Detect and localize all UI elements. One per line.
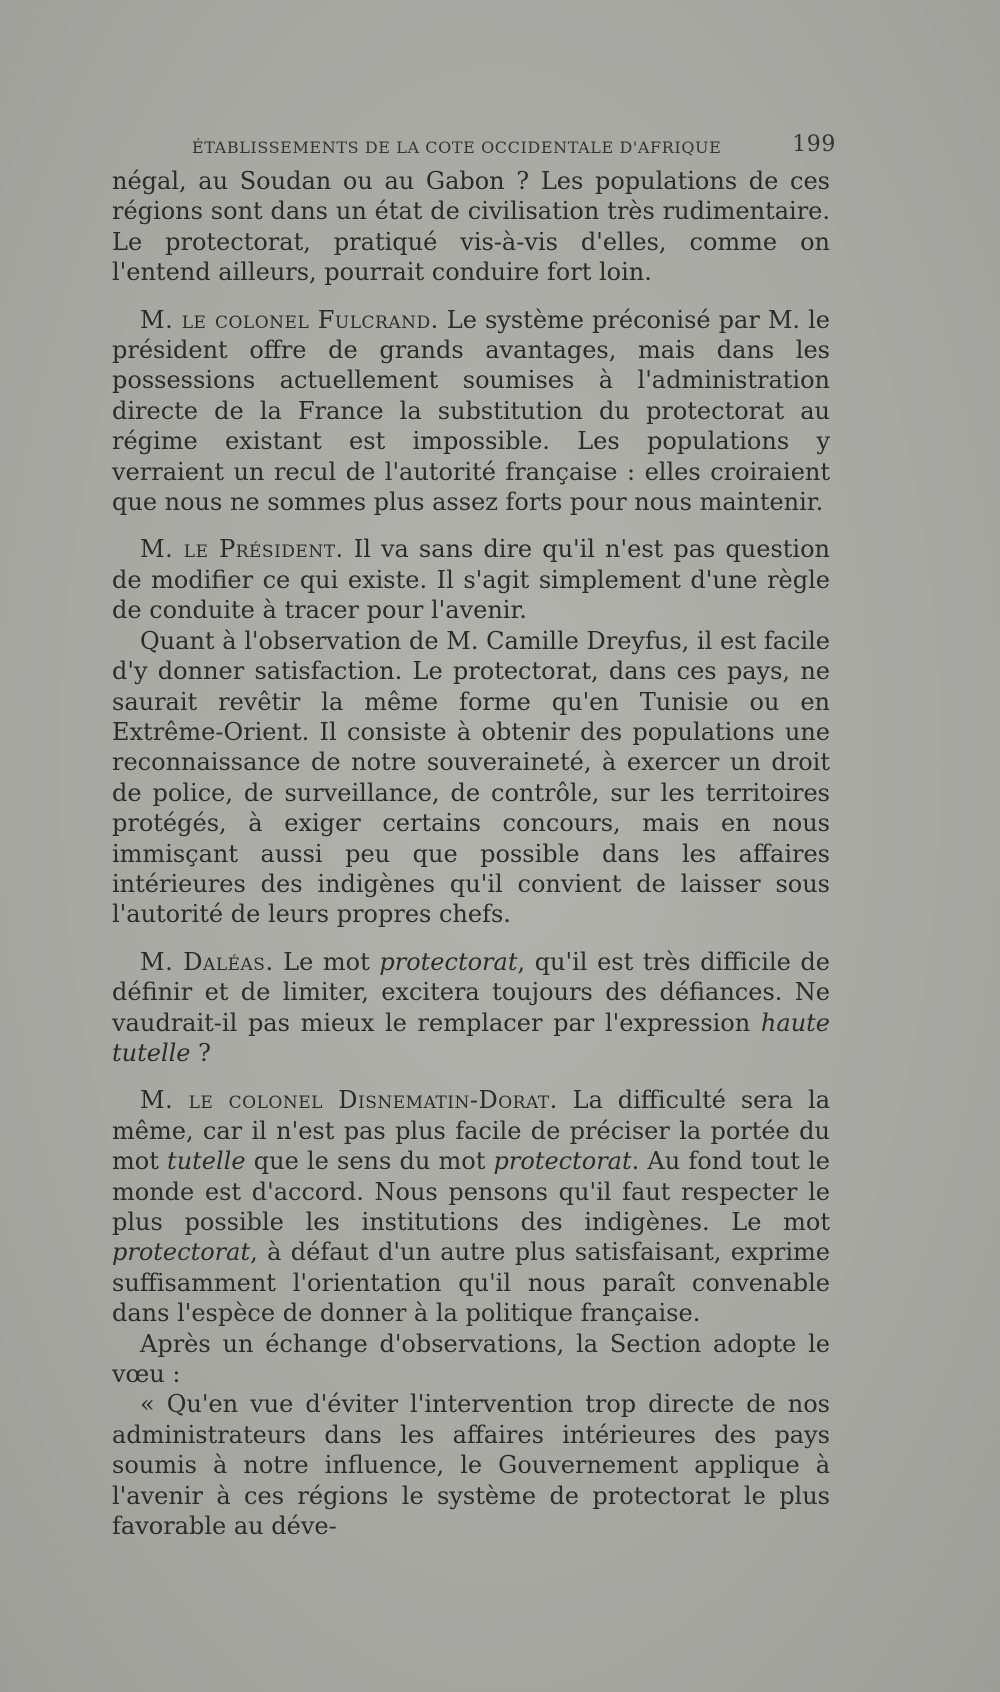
- paragraph-text: Le mot: [273, 947, 380, 976]
- paragraph-daleas: [112, 947, 830, 1069]
- paragraph-text: Il va sans dire qu'il n'est pas question de modifier ce qui existe. Il s'agit simplement d'une règle de conduite à tracer pour l'avenir.: [112, 535, 830, 625]
- paragraph-dreyfus-reply: [112, 626, 830, 930]
- paragraph-text: « Qu'en vue d'éviter l'intervention trop directe de nos administrateurs dans les affaires intérieures des pays soumis à notre influence, le Gouvernement applique à l'avenir à ces régions le système de protectorat le plus favorable au déve-: [112, 1390, 830, 1541]
- paragraph-text: que le sens du mot: [245, 1147, 494, 1176]
- speaker-name: M. Daléas.: [140, 947, 274, 976]
- paragraph-text: , à défaut d'un autre plus satisfaisant, exprime suffisamment l'orientation qu'il nous paraît convenable dans l'espèce de donner à la politique française.: [112, 1238, 830, 1328]
- running-title: ÉTABLISSEMENTS DE LA COTE OCCIDENTALE D'AFRIQUE: [192, 138, 722, 157]
- speaker-name: M. le colonel Fulcrand.: [140, 305, 439, 334]
- speaker-name: M. le Président.: [140, 535, 344, 564]
- italic-term: haute tutelle: [112, 1008, 830, 1067]
- paragraph-fulcrand: [112, 305, 830, 518]
- paragraph-text: , qu'il est très difficile de définir et de limiter, excitera toujours des défiances. Ne vaudrait-il pas mieux le remplacer par l'expression: [112, 947, 830, 1037]
- page-body: [112, 166, 830, 1541]
- paragraph-text: négal, au Soudan ou au Gabon ? Les populations de ces régions sont dans un état de civilisation très rudimentaire. Le protectorat, pratiqué vis-à-vis d'elles, comme on l'entend ailleurs, pourrait conduire fort loin.: [112, 167, 830, 287]
- italic-term: tutelle: [167, 1147, 246, 1176]
- paragraph-text: . Au fond tout le monde est d'accord. Nous pensons qu'il faut respecter le plus possible les institutions des indigènes. Le mot: [112, 1147, 831, 1236]
- paragraph-disnematin-dorat: [112, 1085, 830, 1328]
- paragraph-text: ?: [190, 1038, 212, 1067]
- paragraph-president: [112, 534, 830, 625]
- paragraph-text: Le système préconisé par M. le président offre de grands avantages, mais dans les possessions actuellement soumises à l'administration directe de la France la substitution du protectorat au régime existant est impossible. Les populations y verraient un recul de l'autorité française : elles croiraient que nous ne sommes plus assez forts pour nous maintenir.: [112, 305, 830, 517]
- paragraph-section-adopts: [112, 1329, 830, 1390]
- paragraph-text: Après un échange d'observations, la Section adopte le vœu :: [112, 1329, 830, 1389]
- speaker-name: M. le colonel Disnematin-Dorat.: [140, 1086, 558, 1115]
- italic-term: protectorat: [112, 1238, 251, 1267]
- page-number: 199: [792, 132, 836, 157]
- italic-term: protectorat: [493, 1147, 632, 1176]
- paragraph-continuation: [112, 166, 830, 288]
- paragraph-resolution: [112, 1389, 830, 1541]
- running-header: [192, 132, 836, 168]
- paragraph-text: Quant à l'observation de M. Camille Dreyfus, il est facile d'y donner satisfaction. Le protectorat, dans ces pays, ne saurait revêtir la même forme qu'en Tunisie ou en Extrême-Orient. Il consiste à obtenir des populations une reconnaissance de notre souveraineté, à exercer un droit de police, de surveillance, de contrôle, sur les territoires protégés, à exiger certains concours, mais en nous immisçant aussi peu que possible dans les affaires intérieures des indigènes qu'il convient de laisser sous l'autorité de leurs propres chefs.: [112, 626, 830, 929]
- italic-term: protectorat: [379, 947, 518, 976]
- paragraph-text: La difficulté sera la même, car il n'est pas plus facile de préciser la portée du mot: [112, 1086, 830, 1176]
